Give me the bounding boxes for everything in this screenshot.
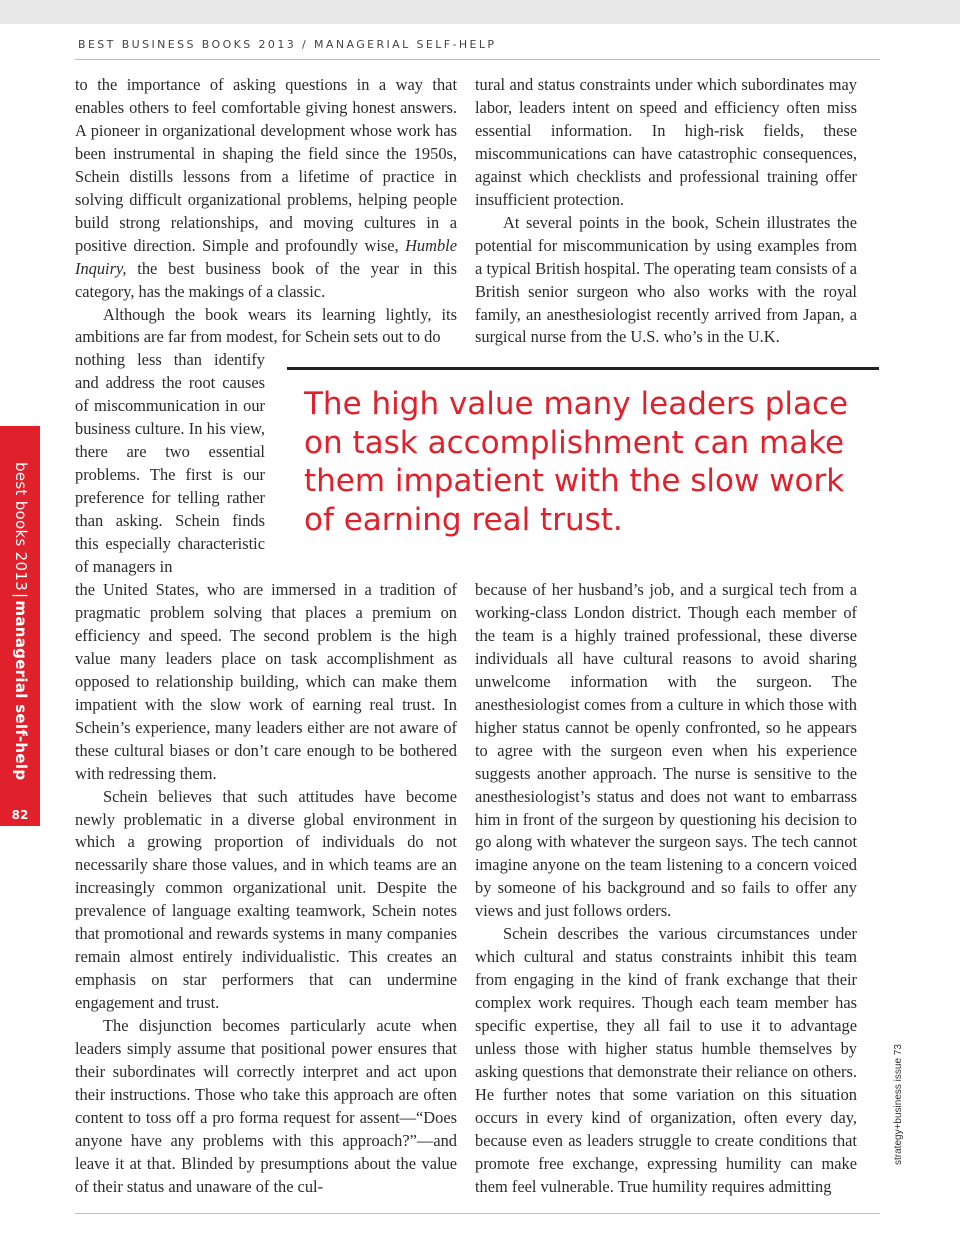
paragraph-2-middle: nothing less than identify and address the root causes of miscommunication in our business culture. In his view, there are two essential problems. The first is our preference for telling rather than asking. Schein finds this especially characteristic of managers in bbox=[75, 350, 265, 576]
running-head: BEST BUSINESS BOOKS 2013 / MANAGERIAL SELF-HELP bbox=[78, 38, 497, 51]
paragraph-4: The disjunction becomes particularly acute when leaders simply assume that positional power ensures that their subordinates will correctly interpret and act upon their instructions. Those who take this approach are often content to toss off a pro forma request for assent—“Does anyone have any problems with this approach?”—and leave it at that. Blinded by presumptions about the value of their status and unaware of the cul- bbox=[75, 1016, 457, 1196]
left-column-top bbox=[75, 74, 457, 349]
pull-quote: The high value many leaders place on task accomplishment can make them impatient with the slow work of earning real trust. bbox=[304, 386, 849, 538]
paragraph-2-start: Although the book wears its learning lightly, its ambitions are far from modest, for Schein sets out to do bbox=[75, 304, 457, 347]
side-tab-section: managerial self-help bbox=[12, 600, 30, 781]
paragraph-5: tural and status constraints under which subordinates may labor, leaders intent on speed and efficiency often miss essential information. In high-risk fields, these miscommunications can have catastrophic consequences, against which checklists and professional training offer insufficient protection. bbox=[475, 75, 857, 209]
left-column-narrow bbox=[75, 349, 265, 579]
right-column-bottom bbox=[475, 579, 857, 1199]
paragraph-1: to the importance of asking questions in a way that enables others to feel comfortable giving honest answers. A pioneer in organizational development whose work has been instrumental in shaping the field since the 1950s, Schein distills lessons from a lifetime of practice in solving difficult organizational problems, helping people build strong relationships, and moving cultures in a positive direction. Simple and profoundly wise, Humble Inquiry, the best business book of the year in this category, has the makings of a classic. bbox=[75, 75, 457, 301]
left-column-bottom bbox=[75, 579, 457, 1199]
side-tab-prefix: best books 2013 bbox=[12, 462, 30, 592]
right-column-top bbox=[475, 74, 857, 349]
publication-footer: strategy+business issue 73 bbox=[893, 1044, 904, 1165]
side-tab-label bbox=[12, 462, 30, 780]
paragraph-6: At several points in the book, Schein illustrates the potential for miscommunication by using examples from a typical British hospital. The operating team consists of a British senior surgeon who also works with the royal family, an anesthesiologist recently arrived from Japan, a surgical nurse from the U.S. who’s in the U.K. bbox=[475, 212, 857, 347]
book-title: Humble Inquiry, bbox=[75, 235, 457, 278]
paragraph-2-end: the United States, who are immersed in a tradition of pragmatic problem solving that places a premium on efficiency and speed. The second problem is the high value many leaders place on task accomplishment as opposed to relationship building, which can make them impatient with the slow work of earning real trust. In Schein’s experience, many leaders either are not aware of these cultural biases or don’t care enough to be bothered with redressing them. bbox=[75, 580, 457, 783]
top-band bbox=[0, 0, 960, 24]
paragraph-3: Schein believes that such attitudes have become newly problematic in a diverse global environment in which a growing proportion of individuals do not necessarily share those values, and in which teams are an increasingly common organizational unit. Despite the prevalence of language exalting teamwork, Schein notes that promotional and rewards systems in many companies remain almost entirely individualistic. This creates an emphasis on star performers that can undermine engagement and trust. bbox=[75, 786, 457, 1013]
side-tab-separator: | bbox=[12, 593, 30, 599]
paragraph-7: because of her husband’s job, and a surgical tech from a working-class London district. Though each member of the team is a highly trained professional, these diverse individuals all have cultural reasons to avoid sharing unwelcome information with the surgeon. The anesthesiologist comes from a culture in which those with higher status cannot be openly confronted, so he appears to agree with the surgeon even when his experience suggests another approach. The nurse is sensitive to the anesthesiologist’s status and does not want to embarrass him in front of the surgeon by questioning his decision to go along with whatever the surgeon says. The tech cannot imagine anyone on the team listening to a concern voiced by someone of his background and so fails to offer any views and just follows orders. bbox=[475, 580, 857, 921]
pull-quote-rule bbox=[287, 367, 879, 370]
header-rule bbox=[75, 59, 880, 60]
paragraph-8: Schein describes the various circumstances under which cultural and status constraints inhibit this team from engaging in the kind of frank exchange that their complex work requires. Though each team member has specific expertise, they all fail to use it to advantage unless those with higher status humble themselves by asking questions that demonstrate their reliance on others. He further notes that some variation on this situation occurs in every kind of organization, often every day, because even as leaders struggle to create conditions that promote free exchange, expressing humility can make them feel vulnerable. True humility requires admitting bbox=[475, 924, 857, 1196]
page-number: 82 bbox=[11, 808, 29, 822]
footer-rule bbox=[75, 1213, 880, 1214]
